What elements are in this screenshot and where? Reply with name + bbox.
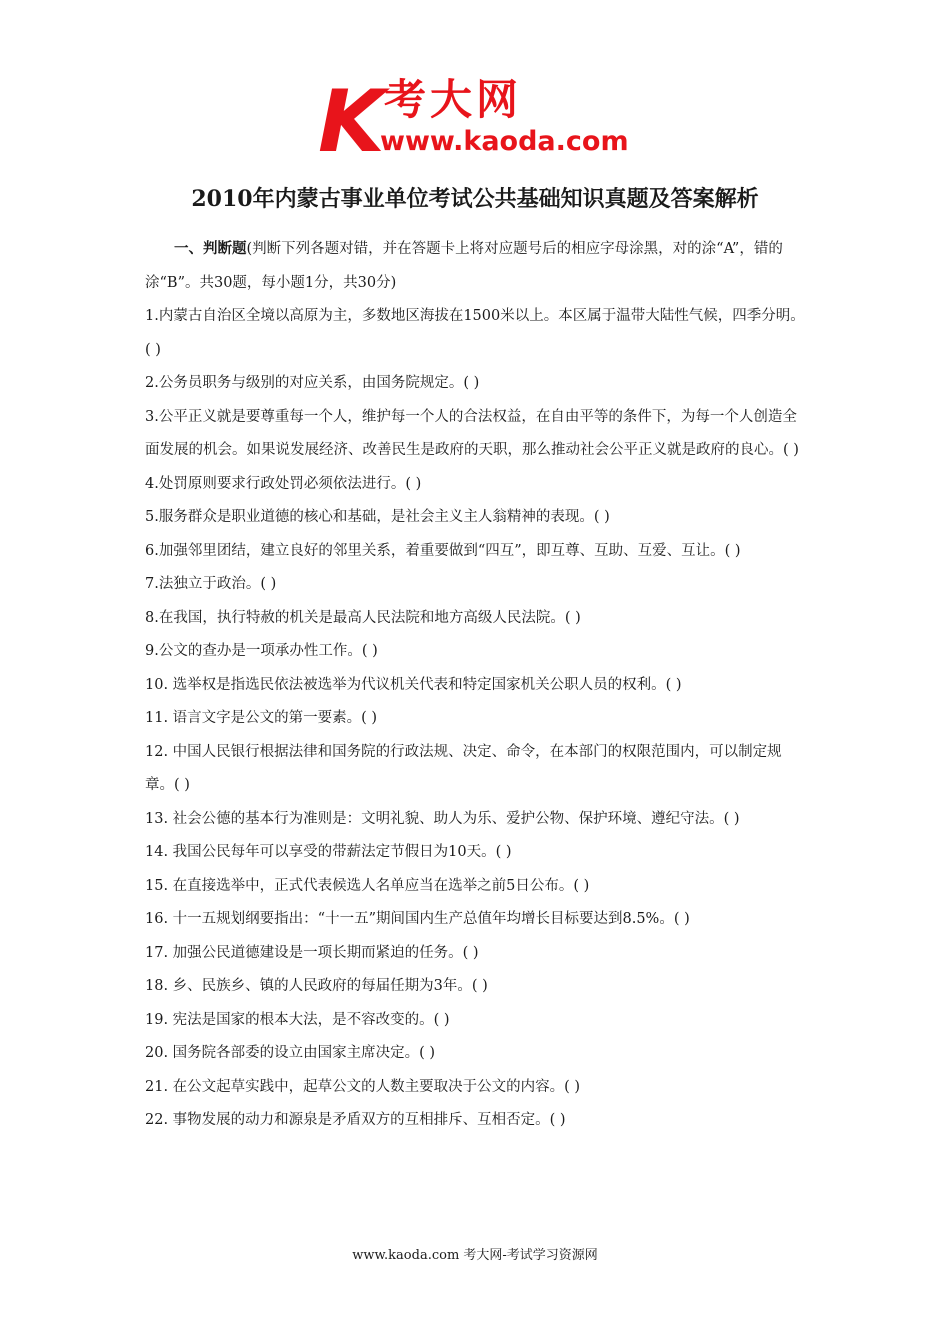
question-item: 1.内蒙古自治区全境以高原为主，多数地区海拔在1500米以上。本区属于温带大陆性气候，四季分明。( ) bbox=[145, 308, 805, 358]
question-item: 14. 我国公民每年可以享受的带薪法定节假日为10天。( ) bbox=[145, 844, 512, 860]
logo-url: www.kaoda.com bbox=[380, 126, 629, 157]
question-item: 18. 乡、民族乡、镇的人民政府的每届任期为3年。( ) bbox=[145, 978, 488, 994]
page-footer: www.kaoda.com 考大网-考试学习资源网 bbox=[352, 1248, 598, 1263]
question-item: 16. 十一五规划纲要指出：“十一五”期间国内生产总值年均增长目标要达到8.5%。( ) bbox=[145, 911, 690, 927]
question-item: 4.处罚原则要求行政处罚必须依法进行。( ) bbox=[145, 475, 422, 492]
question-item: 2.公务员职务与级别的对应关系，由国务院规定。( ) bbox=[145, 375, 480, 391]
question-item: 10. 选举权是指选民依法被选举为代议机关代表和特定国家机关公职人员的权利。( ) bbox=[145, 676, 682, 693]
question-item: 19. 宪法是国家的根本大法，是不容改变的。( ) bbox=[145, 1011, 450, 1028]
question-item: 11. 语言文字是公文的第一要素。( ) bbox=[145, 710, 378, 726]
question-item: 22. 事物发展的动力和源泉是矛盾双方的互相排斥、互相否定。( ) bbox=[145, 1112, 566, 1128]
section-intro bbox=[145, 232, 810, 300]
question-item: 8.在我国，执行特赦的机关是最高人民法院和地方高级人民法院。( ) bbox=[145, 609, 581, 626]
question-item: 7.法独立于政治。( ) bbox=[145, 576, 277, 592]
document-body bbox=[145, 232, 810, 1138]
question-item: 13. 社会公德的基本行为准则是：文明礼貌、助人为乐、爱护公物、保护环境、遵纪守法。( ) bbox=[145, 810, 740, 827]
question-item: 12. 中国人民银行根据法律和国务院的行政法规、决定、命令，在本部门的权限范围内，可以制定规章。( ) bbox=[145, 743, 782, 793]
logo-chinese-name: 考大网 bbox=[384, 75, 523, 124]
question-item: 17. 加强公民道德建设是一项长期而紧迫的任务。( ) bbox=[145, 944, 479, 961]
question-item: 5.服务群众是职业道德的核心和基础，是社会主义主人翁精神的表现。( ) bbox=[145, 509, 610, 525]
site-logo bbox=[318, 72, 638, 172]
question-item: 9.公文的查办是一项承办性工作。( ) bbox=[145, 643, 378, 659]
question-item: 3.公平正义就是要尊重每一个人，维护每一个人的合法权益，在自由平等的条件下，为每一个人创造全面发展的机会。如果说发展经济、改善民生是政府的天职，那么推动社会公平正义就是政府的良心。( ) bbox=[145, 408, 799, 458]
section-heading: 一、判断题 bbox=[174, 240, 247, 257]
question-item: 6.加强邻里团结，建立良好的邻里关系，着重要做到“四互”，即互尊、互助、互爱、互让。( ) bbox=[145, 542, 741, 559]
question-item: 15. 在直接选举中，正式代表候选人名单应当在选举之前5日公布。( ) bbox=[145, 877, 590, 894]
question-item: 20. 国务院各部委的设立由国家主席决定。( ) bbox=[145, 1045, 436, 1061]
question-item: 21. 在公文起草实践中，起草公文的人数主要取决于公文的内容。( ) bbox=[145, 1078, 581, 1095]
logo-k-mark: K bbox=[318, 72, 385, 172]
document-title: 2010年内蒙古事业单位考试公共基础知识真题及答案解析 bbox=[191, 186, 759, 212]
section-instructions: (判断下列各题对错，并在答题卡上将对应题号后的相应字母涂黑，对的涂“A”，错的涂“B”。共30题，每小题1分，共30分) bbox=[145, 241, 783, 291]
